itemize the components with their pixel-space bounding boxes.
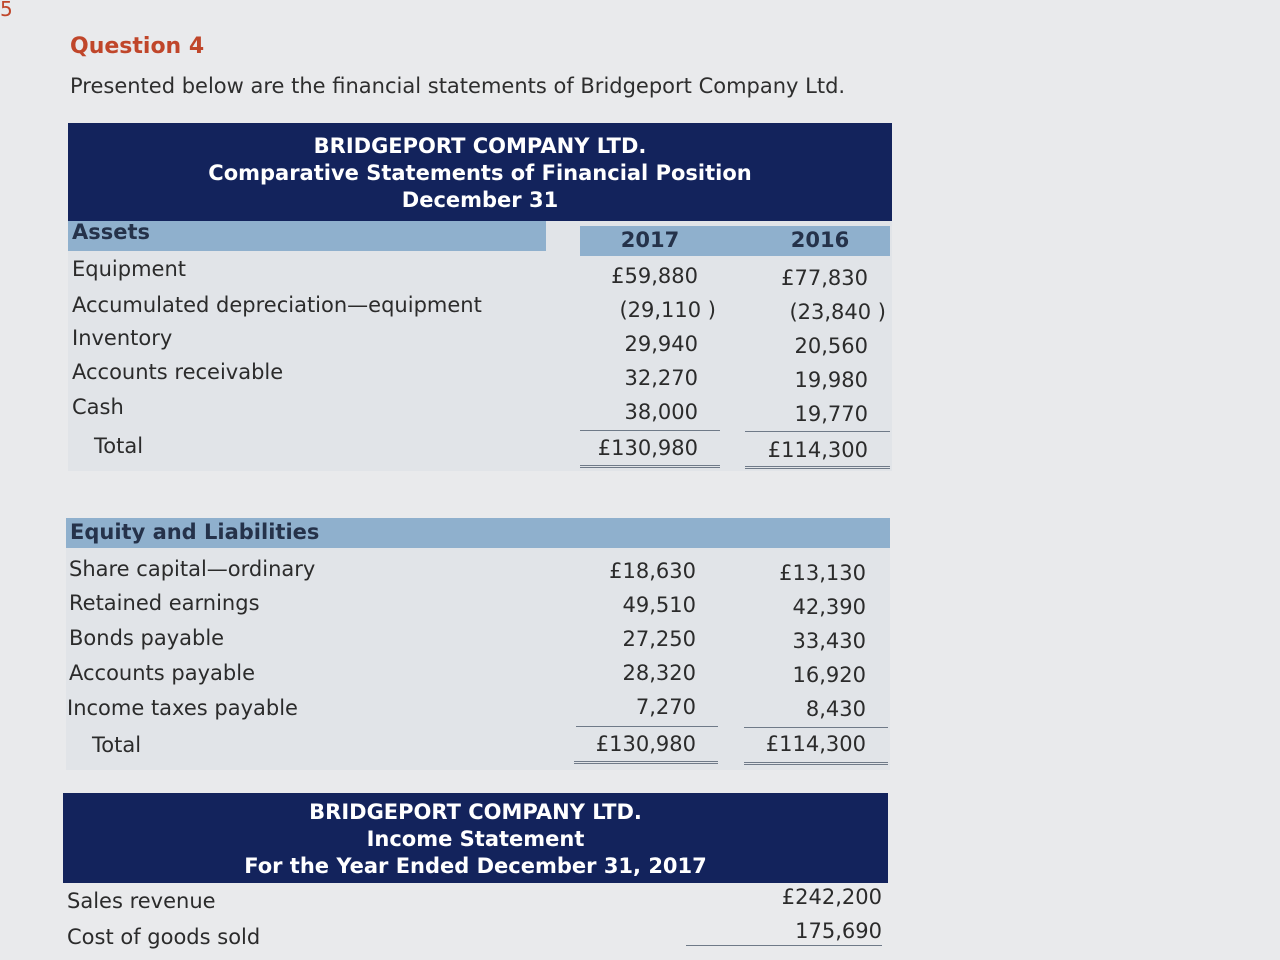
asset-value-2016: (23,840 ) [789,300,886,324]
equity-total-double-rule-2017 [574,761,718,764]
assets-heading: Assets [72,220,151,244]
equity-value-2017: 7,270 [635,695,696,719]
equity-total-2016: £114,300 [765,732,866,756]
equity-label: Share capital—ordinary [69,557,316,581]
equity-value-2016: 42,390 [792,595,866,619]
income-label: Sales revenue [67,889,216,913]
asset-value-2016: 20,560 [794,334,868,358]
equity-subtotal-rule-2017 [576,726,718,727]
income-value: £242,200 [781,885,882,909]
equity-label: Accounts payable [69,661,255,685]
equity-total-2017: £130,980 [595,732,696,756]
assets-total-2016: £114,300 [767,438,868,462]
income-statement-period: For the Year Ended December 31, 2017 [244,854,707,878]
asset-value-2017: 29,940 [624,332,698,356]
assets-subtotal-rule-2017 [580,430,720,431]
income-company-name: BRIDGEPORT COMPANY LTD. [309,800,642,824]
position-statement-date: December 31 [401,188,559,212]
equity-subtotal-rule-2016 [744,727,888,728]
col-2016-header: 2016 [790,228,850,252]
asset-label: Accumulated depreciation—equipment [72,293,482,317]
col-2017-header: 2017 [620,228,680,252]
question-intro: Presented below are the financial statements of Bridgeport Company Ltd. [70,74,846,98]
assets-total-2017: £130,980 [597,436,698,460]
equity-value-2017: 27,250 [622,627,696,651]
equity-total-label: Total [92,733,142,757]
assets-total-label: Total [94,434,144,458]
asset-label: Equipment [72,257,186,281]
position-statement-header [68,123,892,221]
asset-label: Cash [72,395,124,419]
income-statement-title: Income Statement [366,827,585,851]
question-title: Question 4 [70,34,205,59]
equity-value-2017: 28,320 [622,661,696,685]
income-value: 175,690 [795,919,882,943]
equity-value-2016: 33,430 [792,629,866,653]
equity-total-double-rule-2016 [744,762,888,765]
equity-value-2017: 49,510 [622,593,696,617]
equity-heading: Equity and Liabilities [70,520,320,544]
assets-total-double-rule-2016 [745,466,890,469]
position-statement-title: Comparative Statements of Financial Position [208,161,752,185]
asset-value-2016: 19,980 [794,368,868,392]
assets-subtotal-rule-2016 [745,431,890,432]
asset-value-2017: (29,110 ) [619,298,716,322]
asset-value-2017: 38,000 [624,400,698,424]
asset-value-2017: 32,270 [624,366,698,390]
asset-value-2016: £77,830 [781,266,868,290]
equity-value-2016: 16,920 [792,663,866,687]
asset-label: Inventory [72,326,173,350]
income-statement-header [63,793,888,883]
corner-mark: 5 [0,0,13,21]
equity-value-2017: £18,630 [609,559,696,583]
asset-value-2017: £59,880 [611,264,698,288]
income-label: Cost of goods sold [67,925,261,949]
equity-value-2016: 8,430 [805,697,866,721]
equity-label: Income taxes payable [67,696,298,720]
equity-label: Retained earnings [69,591,260,615]
asset-value-2016: 19,770 [794,402,868,426]
assets-total-double-rule-2017 [580,465,720,468]
asset-label: Accounts receivable [72,360,284,384]
equity-value-2016: £13,130 [779,561,866,585]
position-company-name: BRIDGEPORT COMPANY LTD. [313,134,647,158]
income-subtotal-rule [686,945,882,946]
equity-label: Bonds payable [69,626,225,650]
